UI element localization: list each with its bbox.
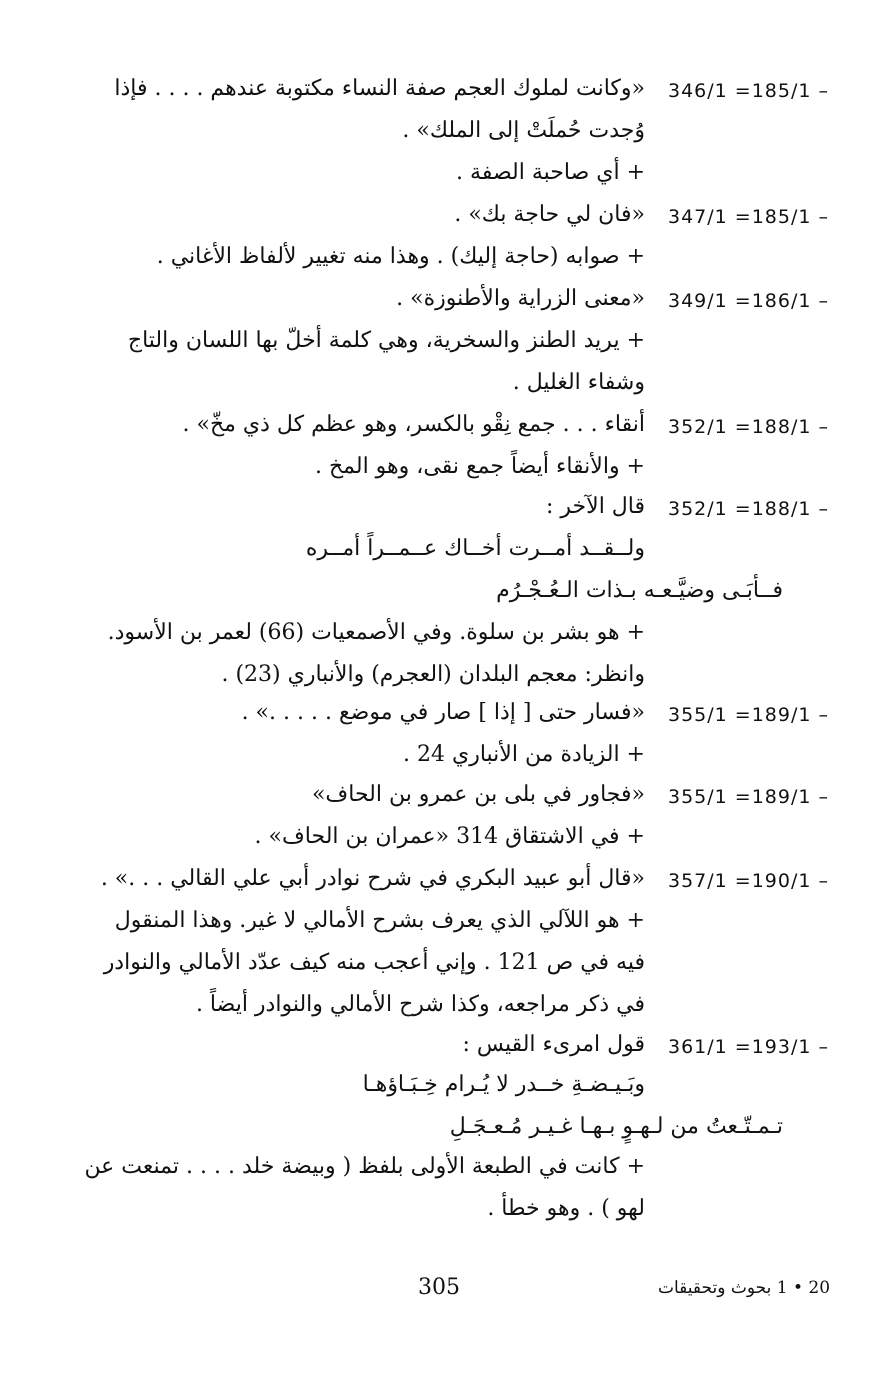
entry-note: فيه في ص 121 . وإني أعجب منه كيف عدّد الأمالي والنوادر [103, 950, 645, 975]
entry-note: لهو ) . وهو خطأ . [487, 1196, 645, 1221]
entry-ref: 352/1 =188/1 – [668, 498, 830, 520]
entry-text: وُجدت حُملَتْ إلى الملك» . [402, 118, 645, 143]
entry-ref: 357/1 =190/1 – [668, 870, 830, 892]
entry-note: + صوابه (حاجة إليك) . وهذا منه تغيير لألفاظ الأغاني . [156, 244, 645, 269]
entry-note: + والأنقاء أيضاً جمع نقى، وهو المخ . [314, 454, 645, 479]
entry-ref: 355/1 =189/1 – [668, 786, 830, 808]
entry-text: «فان لي حاجة بك» . [454, 202, 645, 227]
entry-text: قول امرىء القيس : [462, 1032, 645, 1057]
entry-text: «معنى الزراية والأطنوزة» . [396, 286, 645, 311]
entry-note: في ذكر مراجعه، وكذا شرح الأمالي والنوادر أيضاً . [195, 992, 645, 1017]
entry-text: «وكانت لملوك العجم صفة النساء مكتوبة عندهم . . . . فإذا [114, 76, 645, 101]
verse-line: تـمـتّـعتُ من لـهـوٍ بـهـا غـيـر مُـعـجَـلِ [449, 1114, 783, 1139]
running-title: 20 • 1 بحوث وتحقيقات [658, 1278, 831, 1298]
entry-text: قال الآخر : [546, 494, 645, 519]
entry-ref: 352/1 =188/1 – [668, 416, 830, 438]
entry-text: «فجاور في بلى بن عمرو بن الحاف» [311, 782, 645, 807]
entry-ref: 361/1 =193/1 – [668, 1036, 830, 1058]
verse-line: ولــقــد أمــرت أخــاك عــمــراً أمــره [305, 536, 645, 561]
entry-note: + الزيادة من الأنباري 24 . [402, 742, 645, 767]
verse-line: فــأبَـى وضيَّـعـه بـذات الـعُـجْـرُم [496, 578, 783, 603]
entry-note: + يريد الطنز والسخرية، وهي كلمة أخلّ بها اللسان والتاج [127, 328, 645, 353]
entry-note: وانظر: معجم البلدان (العجرم) والأنباري (23) . [221, 662, 645, 687]
page-number: 305 [418, 1275, 460, 1300]
entry-text: «قال أبو عبيد البكري في شرح نوادر أبي علي القالي . . .» . [100, 866, 645, 891]
entry-note: + كانت في الطبعة الأولى بلفظ ( وبيضة خلد . . . . تمنعت عن [84, 1154, 645, 1179]
entry-ref: 347/1 =185/1 – [668, 206, 830, 228]
entry-note: + أي صاحبة الصفة . [456, 160, 645, 185]
entry-note: وشفاء الغليل . [512, 370, 645, 395]
verse-line: وبَـيـضـةِ خــدر لا يُـرام خِـبَـاؤهـا [362, 1072, 645, 1097]
entry-ref: 346/1 =185/1 – [668, 80, 830, 102]
entry-text: أنقاء . . . جمع نِقْو بالكسر، وهو عظم كل ذي مخّ» . [182, 412, 645, 437]
entry-ref: 355/1 =189/1 – [668, 704, 830, 726]
entry-text: «فسار حتى [ إذا ] صار في موضع . . . . .» . [241, 700, 645, 725]
entry-ref: 349/1 =186/1 – [668, 290, 830, 312]
entry-note: + في الاشتقاق 314 «عمران بن الحاف» . [254, 824, 645, 849]
entry-note: + هو اللآلي الذي يعرف بشرح الأمالي لا غير. وهذا المنقول [114, 908, 645, 933]
entry-note: + هو بشر بن سلوة. وفي الأصمعيات (66) لعمر بن الأسود. [107, 620, 645, 645]
